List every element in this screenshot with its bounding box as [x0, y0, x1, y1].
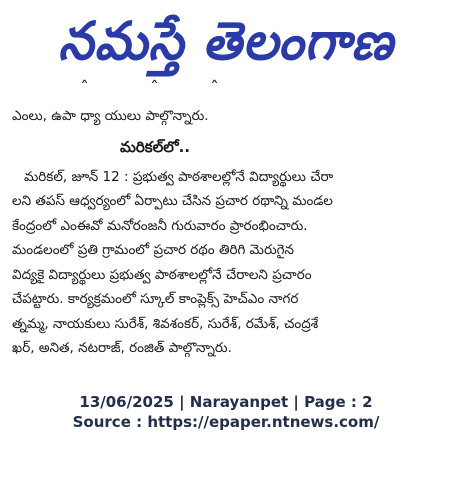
clipped-previous-text: ˆ ˆ ˆ [80, 78, 219, 99]
footer-source: Source : https://epaper.ntnews.com/ [72, 413, 380, 431]
article-line: విద్యకై విద్యార్థులు ప్రభుత్వ పాఠశాలల్లోనే చేరాలని ప్రచారం [12, 266, 312, 283]
article-line: చేపట్టారు. కార్యక్రమంలో స్కూల్‌ కాంప్లెక్స్‌ హెచ్‌ఎం నాగర [12, 291, 299, 307]
article-line: మరికల్‌, జూన్‌ 12 : ప్రభుత్వ పాఠశాలల్లోనే విద్యార్థులు చేరా [24, 168, 334, 185]
newspaper-masthead [0, 0, 452, 86]
article-line: త్నమ్మ, నాయకులు సురేశ్‌, శివశంకర్‌, సురేశ్‌, రమేశ్‌, చంద్రశే [12, 315, 319, 332]
news-article [12, 104, 442, 361]
article-lead-fragment: ఎంలు, ఉపా ధ్యా యులు పాల్గొన్నారు. [12, 108, 209, 124]
article-subhead: మరికల్‌లో.. [120, 137, 191, 156]
masthead-title: నమస్తే తెలంగాణ [58, 10, 394, 72]
clipping-footer [0, 392, 452, 432]
article-line: లని తపస్‌ ఆధ్వర్యంలో ఏర్పాటు చేసిన ప్రచార రథాన్ని మండల [12, 193, 333, 209]
article-paragraph [12, 165, 442, 361]
article-line: ఖర్‌, అనిత, నటరాజ్‌, రంజిత్‌ పాల్గొన్నారు. [12, 340, 232, 356]
article-line: కేంద్రంలో ఎంఈవో మనోరంజనీ గురువారం ప్రారంభించారు. [12, 217, 308, 234]
footer-dateline: 13/06/2025 | Narayanpet | Page : 2 [79, 393, 373, 411]
article-line: మండలంలో ప్రతి గ్రామంలో ప్రచార రథం తిరిగి మెరుగైన [12, 242, 294, 258]
